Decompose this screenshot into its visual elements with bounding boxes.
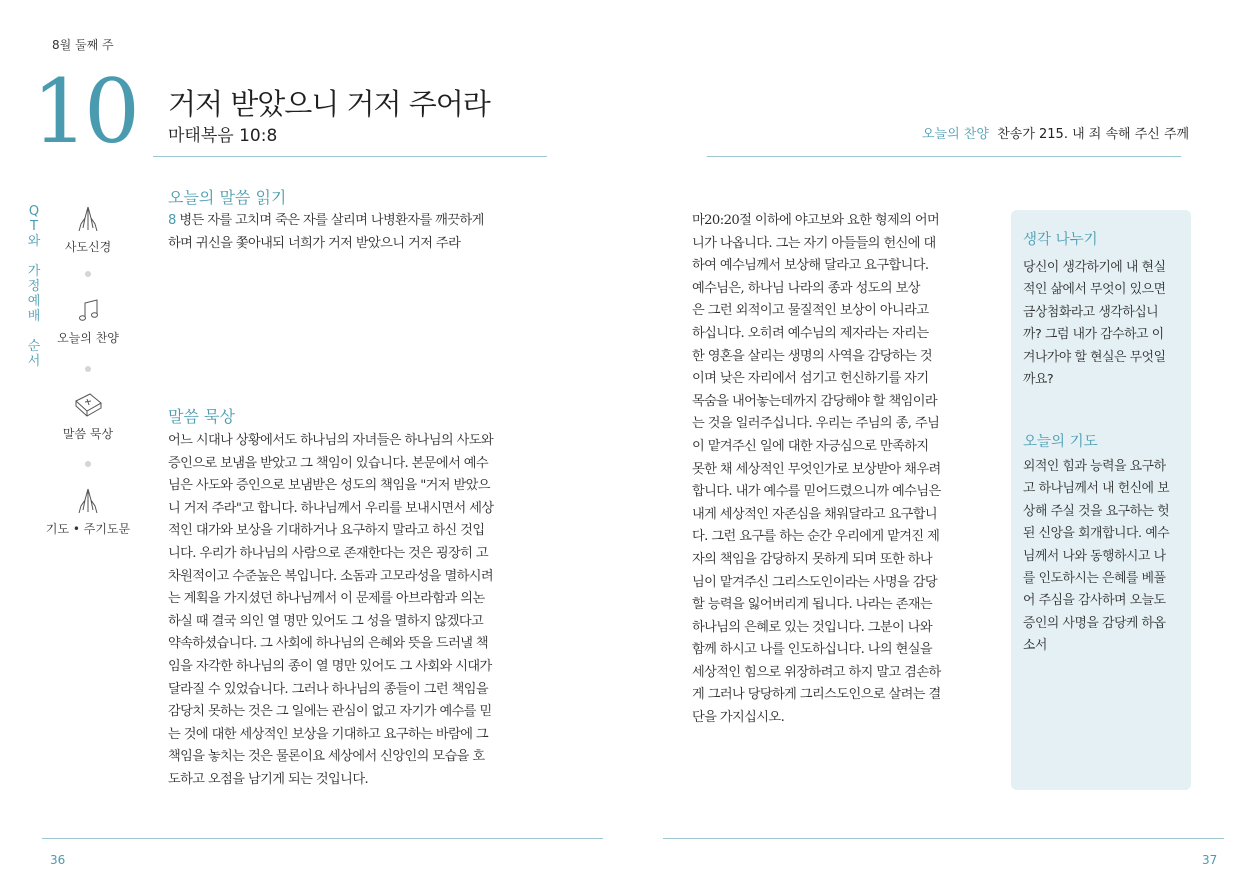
verse-number: 8: [168, 213, 176, 228]
sidebar-item-prayer: 기도 • 주기도문: [43, 486, 133, 537]
reading-heading: 오늘의 말씀 읽기: [168, 188, 287, 207]
praying-hands-icon: [73, 486, 103, 516]
hymn-title: 찬송가 215. 내 죄 속해 주신 주께: [997, 127, 1190, 142]
scripture-text: 8 병든 자를 고치며 죽은 자를 살리며 나병환자를 깨끗하게 하며 귀신을 쫓아내되 너희가 거저 받았으니 거저 주라: [168, 213, 484, 251]
header-divider: [153, 156, 547, 157]
hymn-label: 오늘의 찬양: [922, 127, 989, 142]
footer-divider: [42, 838, 603, 839]
meditation-text: 어느 시대나 상황에서도 하나님의 자녀들은 하나님의 사도와 증인으로 보냄을 받았고 그 책임이 있습니다. 본문에서 예수 님은 사도와 증인으로 보냄받은 성도의 책임을 "거저 받았으 니 거저 주라"고 합니다. 하나님께서 우리를 보내시면서 세상 적인 대가와 보상을 기대하거나 요구하지 말라고 하신 것입 니다. 우리가 하나님의 사람으로 존재한다는 것은 굉장히 고 차원적이고 수준높은 복입니다. 소돔과 고모라성을 멸하시려 는 계획을 가지셨던 하나님께서 이 문제를 아브라함과 의논 하실 때 결국 의인 열 명만 있어도 그 성을 멸하지 않겠다고 약속하셨습니다. 그 사회에 하나님의 은혜와 뜻을 드러낼 책 임을 자각한 하나님의 종이 열 명만 있어도 그 사회와 시대가 달라질 수 있었습니다. 그러나 하나님의 종들이 그런 책임을 감당치 못하는 것은 그 일에는 관심이 없고 자기가 예수를 믿 는 것에 대한 세상적인 보상을 기대하고 요구하는 바람에 그 책임을 놓치는 것은 물론이요 세상에서 신앙인의 모습을 호 도하고 오점을 남기게 되는 것입니다.: [168, 433, 494, 787]
page-number-right: 37: [1202, 853, 1218, 867]
music-note-icon: [73, 297, 103, 325]
header-divider-right: [707, 156, 1181, 157]
footer-divider-right: [663, 838, 1224, 839]
vertical-section-label: Q T 와 가 정 예 배 순 서: [27, 204, 41, 369]
scripture-reference: 마태복음 10:8: [168, 126, 278, 146]
page-number-left: 36: [50, 853, 66, 867]
praying-hands-icon: [73, 204, 103, 234]
continuation-text: 마20:20절 이하에 야고보와 요한 형제의 어머 니가 나옵니다. 그는 자기 아들들의 헌신에 대 하여 예수님께서 보상해 달라고 요구합니다. 예수님은, 하나님 나라의 종과 성도의 보상 은 그런 외적이고 물질적인 보상이 아니라고 하십니다. 오히려 예수님의 제자라는 자리는 한 영혼을 살리는 생명의 사역을 감당하는 것 이며 낮은 자리에서 섬기고 헌신하기를 자기 목숨을 내어놓는데까지 감당해야 할 책임이라 는 것을 일러주십니다. 우리는 주님의 종, 주님 이 맡겨주신 일에 대한 자긍심으로 만족하지 못한 채 세상적인 무엇인가로 보상받아 채우려 합니다. 내가 예수를 믿어드렸으니까 예수님은 내게 세상적인 자존심을 채워달라고 요구합니 다. 그런 요구를 하는 순간 우리에게 맡겨진 제 자의 책임을 감당하지 못하게 되며 또한 하나 님이 맡겨주신 그리스도인이라는 사명을 감당 할 능력을 잃어버리게 됩니다. 나라는 존재는 하나님의 은혜로 있는 것입니다. 그분이 나와 함께 하시고 나를 인도하십니다. 나의 현실을 세상적인 힘으로 위장하려고 하지 말고 겸손하 게 그러나 당당하게 그리스도인으로 살려는 결 단을 가지십시오.: [692, 213, 941, 726]
day-number: 10: [32, 60, 136, 163]
prayer-text: 외적인 힘과 능력을 요구하 고 하나님께서 내 헌신에 보 상해 주실 것을 요구하는 헛 된 신앙을 회개합니다. 예수 님께서 나와 동행하시고 나 를 인도하시는 은혜를 베풀 어 주심을 감사하며 오늘도 증인의 사명을 감당케 하옵 소서: [1023, 459, 1170, 654]
sidebar-dot: [85, 366, 91, 372]
sidebar-dot: [85, 271, 91, 277]
hymn-line: [922, 123, 1189, 142]
prayer-heading: 오늘의 기도: [1023, 434, 1098, 450]
sharing-heading: 생각 나누기: [1023, 232, 1098, 248]
bible-icon: [72, 391, 104, 421]
sidebar-item-meditation: 말씀 묵상: [43, 391, 133, 442]
week-label: 8월 둘째 주: [52, 38, 114, 52]
sidebar-item-todays-hymn: 오늘의 찬양: [43, 297, 133, 346]
sidebar-item-apostles-creed: 사도신경: [43, 204, 133, 255]
sharing-text: 당신이 생각하기에 내 현실 적인 삶에서 무엇이 있으면 금상첨화라고 생각하십니 까? 그럼 내가 감수하고 이 겨나가야 할 현실은 무엇일 까요?: [1023, 260, 1166, 388]
page-title: 거저 받았으니 거저 주어라: [168, 87, 490, 121]
meditation-heading: 말씀 묵상: [168, 407, 235, 426]
sidebar-dot: [85, 461, 91, 467]
